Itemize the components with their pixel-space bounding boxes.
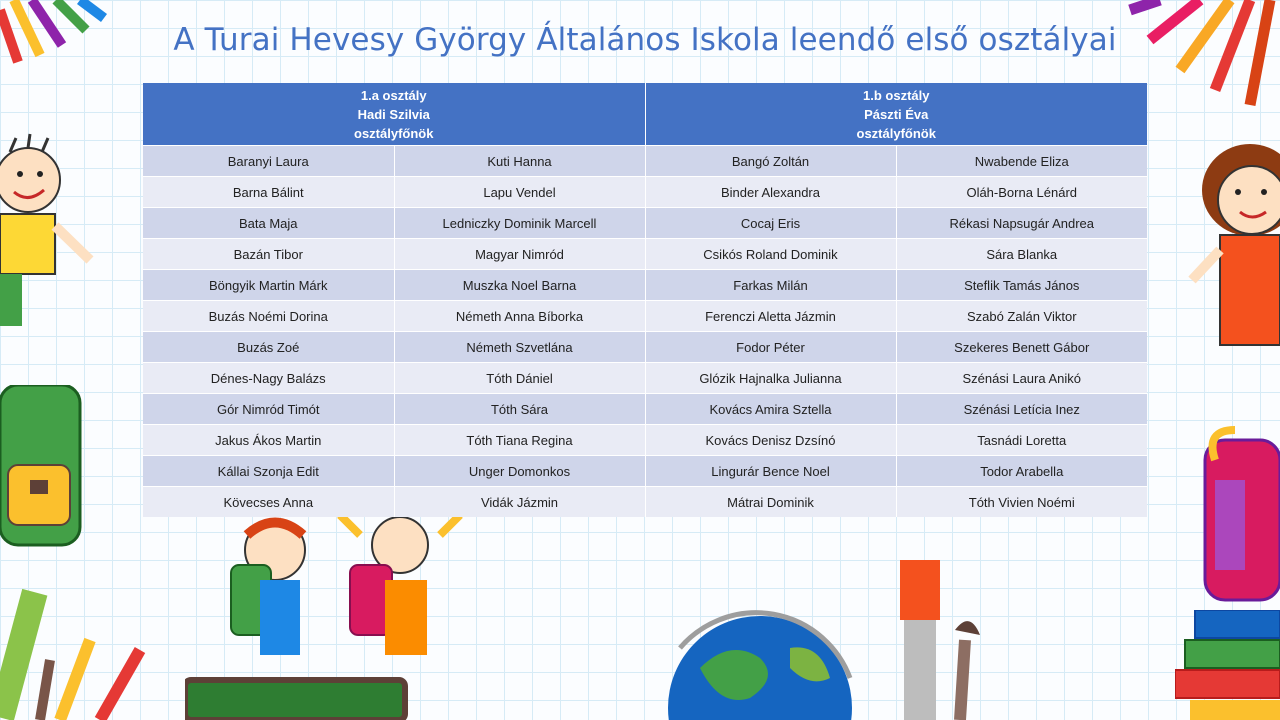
student-name: Bazán Tibor xyxy=(143,239,394,270)
student-name: Binder Alexandra xyxy=(645,177,896,208)
student-name: Bangó Zoltán xyxy=(645,146,896,177)
student-name: Böngyik Martin Márk xyxy=(143,270,394,301)
student-name: Cocaj Eris xyxy=(645,208,896,239)
class-1a-header xyxy=(143,83,645,146)
table-row xyxy=(143,487,1147,518)
student-name: Lingurár Bence Noel xyxy=(645,456,896,487)
student-name: Tóth Vivien Noémi xyxy=(896,487,1147,518)
student-name: Tóth Dániel xyxy=(394,363,645,394)
student-name: Jakus Ákos Martin xyxy=(143,425,394,456)
table-row xyxy=(143,332,1147,363)
table-row xyxy=(143,456,1147,487)
boy-cartoon-illustration xyxy=(0,130,105,330)
table-row xyxy=(143,301,1147,332)
student-name: Steflik Tamás János xyxy=(896,270,1147,301)
student-name: Rékasi Napsugár Andrea xyxy=(896,208,1147,239)
page-title: A Turai Hevesy György Általános Iskola leendő első osztályai xyxy=(173,22,1117,58)
student-name: Kállai Szonja Edit xyxy=(143,456,394,487)
table-header-row xyxy=(143,83,1147,146)
table-row xyxy=(143,394,1147,425)
backpack-left-illustration xyxy=(0,385,90,555)
backpack-right-illustration xyxy=(1195,420,1280,610)
student-name: Csikós Roland Dominik xyxy=(645,239,896,270)
girl-cartoon-illustration xyxy=(1180,130,1280,350)
student-name: Tóth Tiana Regina xyxy=(394,425,645,456)
student-name: Unger Domonkos xyxy=(394,456,645,487)
student-name: Gór Nimród Timót xyxy=(143,394,394,425)
student-name: Kovács Amira Sztella xyxy=(645,394,896,425)
table-row xyxy=(143,363,1147,394)
class-role: osztályfőnök xyxy=(354,125,434,141)
table-row xyxy=(143,208,1147,239)
student-name: Szénási Laura Anikó xyxy=(896,363,1147,394)
student-name: Magyar Nimród xyxy=(394,239,645,270)
student-name: Tóth Sára xyxy=(394,394,645,425)
table-row xyxy=(143,146,1147,177)
student-name: Muszka Noel Barna xyxy=(394,270,645,301)
student-name: Fodor Péter xyxy=(645,332,896,363)
table-row xyxy=(143,177,1147,208)
globe-illustration xyxy=(660,608,860,720)
student-name: Dénes-Nagy Balázs xyxy=(143,363,394,394)
class-role: osztályfőnök xyxy=(856,125,936,141)
student-name: Barna Bálint xyxy=(143,177,394,208)
student-name: Baranyi Laura xyxy=(143,146,394,177)
table-row xyxy=(143,239,1147,270)
student-name: Kövecses Anna xyxy=(143,487,394,518)
class-name: 1.b osztály xyxy=(863,87,930,103)
books-illustration xyxy=(1175,610,1280,720)
table-row xyxy=(143,270,1147,301)
children-walking-illustration xyxy=(185,515,505,720)
student-name: Farkas Milán xyxy=(645,270,896,301)
student-name: Nwabende Eliza xyxy=(896,146,1147,177)
student-name: Oláh-Borna Lénárd xyxy=(896,177,1147,208)
student-name: Glózik Hajnalka Julianna xyxy=(645,363,896,394)
student-name: Kuti Hanna xyxy=(394,146,645,177)
student-name: Todor Arabella xyxy=(896,456,1147,487)
student-name: Sára Blanka xyxy=(896,239,1147,270)
student-name: Lapu Vendel xyxy=(394,177,645,208)
paintbrush-illustration xyxy=(880,560,990,720)
student-name: Ferenczi Aletta Jázmin xyxy=(645,301,896,332)
student-name: Tasnádi Loretta xyxy=(896,425,1147,456)
student-name: Szénási Letícia Inez xyxy=(896,394,1147,425)
student-name: Németh Szvetlána xyxy=(394,332,645,363)
class-teacher: Pászti Éva xyxy=(864,106,929,122)
student-name: Mátrai Dominik xyxy=(645,487,896,518)
student-name: Szekeres Benett Gábor xyxy=(896,332,1147,363)
student-name: Buzás Noémi Dorina xyxy=(143,301,394,332)
class-list-table xyxy=(143,83,1147,517)
class-teacher: Hadi Szilvia xyxy=(357,106,430,122)
ruler-illustration xyxy=(0,580,160,720)
student-name: Vidák Jázmin xyxy=(394,487,645,518)
student-name: Kovács Denisz Dzsínó xyxy=(645,425,896,456)
student-name: Németh Anna Bíborka xyxy=(394,301,645,332)
table-row xyxy=(143,425,1147,456)
class-1b-header xyxy=(645,83,1147,146)
student-name: Buzás Zoé xyxy=(143,332,394,363)
student-name: Ledniczky Dominik Marcell xyxy=(394,208,645,239)
student-name: Bata Maja xyxy=(143,208,394,239)
class-name: 1.a osztály xyxy=(360,87,427,103)
student-name: Szabó Zalán Viktor xyxy=(896,301,1147,332)
